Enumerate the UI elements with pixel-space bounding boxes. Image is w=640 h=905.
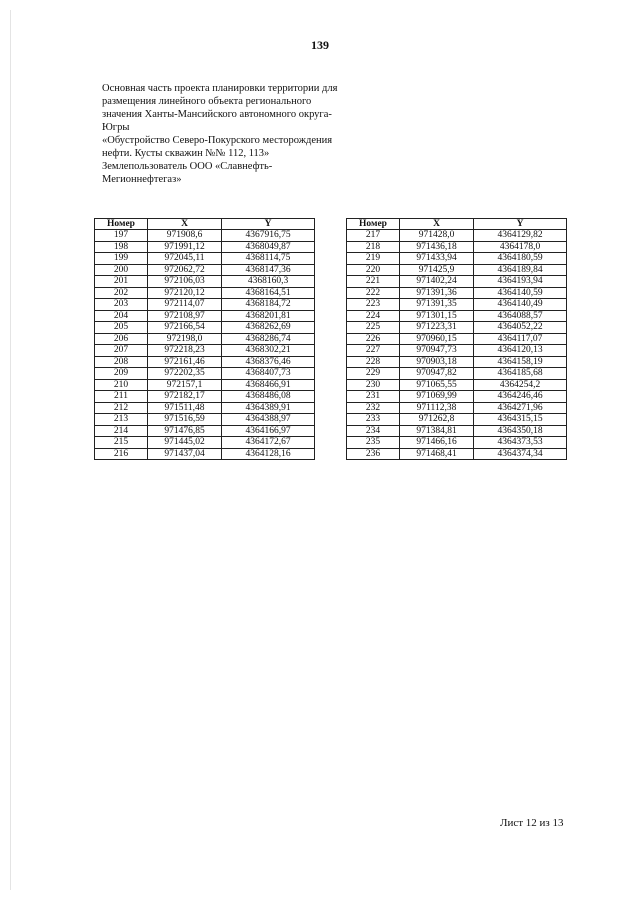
cell-y: 4364140,49	[474, 299, 567, 311]
cell-y: 4364052,22	[474, 322, 567, 334]
cell-x: 971069,99	[400, 391, 474, 403]
column-header-number: Номер	[347, 219, 400, 230]
cell-x: 970947,82	[400, 368, 474, 380]
cell-x: 971301,15	[400, 310, 474, 322]
cell-y: 4364373,53	[474, 437, 567, 449]
cell-number: 208	[95, 356, 148, 368]
cell-number: 230	[347, 379, 400, 391]
cell-number: 223	[347, 299, 400, 311]
cell-y: 4368114,75	[222, 253, 315, 265]
table-row	[347, 253, 567, 265]
cell-y: 4368407,73	[222, 368, 315, 380]
cell-y: 4364088,57	[474, 310, 567, 322]
table-row	[95, 322, 315, 334]
cell-y: 4364246,46	[474, 391, 567, 403]
cell-x: 971402,24	[400, 276, 474, 288]
cell-number: 224	[347, 310, 400, 322]
table-row	[347, 402, 567, 414]
cell-number: 207	[95, 345, 148, 357]
table-row	[95, 379, 315, 391]
cell-y: 4368302,21	[222, 345, 315, 357]
cell-y: 4364120,13	[474, 345, 567, 357]
cell-x: 971516,59	[148, 414, 222, 426]
cell-number: 209	[95, 368, 148, 380]
table-row	[347, 264, 567, 276]
heading-line: Основная часть проекта планировки территории для	[102, 83, 338, 94]
heading-line: «Обустройство Северо-Покурского месторождения	[102, 135, 333, 146]
table-row	[95, 448, 315, 460]
table-row	[347, 425, 567, 437]
cell-y: 4364117,07	[474, 333, 567, 345]
cell-x: 971437,04	[148, 448, 222, 460]
table-row	[347, 345, 567, 357]
cell-x: 971065,55	[400, 379, 474, 391]
cell-number: 197	[95, 230, 148, 242]
cell-x: 972202,35	[148, 368, 222, 380]
table-row	[347, 379, 567, 391]
column-header-y: Y	[474, 219, 567, 230]
cell-y: 4364158,19	[474, 356, 567, 368]
table-row	[95, 414, 315, 426]
cell-number: 202	[95, 287, 148, 299]
table-row	[95, 402, 315, 414]
cell-x: 970960,15	[400, 333, 474, 345]
cell-y: 4364128,16	[222, 448, 315, 460]
cell-x: 971468,41	[400, 448, 474, 460]
cell-y: 4364315,15	[474, 414, 567, 426]
table-row	[347, 333, 567, 345]
cell-number: 214	[95, 425, 148, 437]
cell-number: 211	[95, 391, 148, 403]
cell-x: 970947,73	[400, 345, 474, 357]
sheet-label: Лист 12 из 13	[500, 817, 564, 829]
cell-number: 219	[347, 253, 400, 265]
cell-x: 972114,07	[148, 299, 222, 311]
cell-y: 4368147,36	[222, 264, 315, 276]
document-heading	[102, 82, 362, 186]
table-row	[95, 345, 315, 357]
cell-number: 217	[347, 230, 400, 242]
column-header-x: X	[400, 219, 474, 230]
heading-line: нефти. Кусты скважин №№ 112, 113»	[102, 148, 270, 159]
cell-x: 972120,12	[148, 287, 222, 299]
table-row	[347, 448, 567, 460]
cell-y: 4364389,91	[222, 402, 315, 414]
cell-number: 220	[347, 264, 400, 276]
table-row	[95, 368, 315, 380]
cell-x: 972108,97	[148, 310, 222, 322]
cell-number: 236	[347, 448, 400, 460]
table-header-row	[347, 219, 567, 230]
table-row	[347, 241, 567, 253]
cell-x: 971384,81	[400, 425, 474, 437]
cell-x: 972198,0	[148, 333, 222, 345]
heading-line: значения Ханты-Мансийского автономного округа-	[102, 109, 332, 120]
table-header-row	[95, 219, 315, 230]
cell-y: 4368049,87	[222, 241, 315, 253]
cell-number: 200	[95, 264, 148, 276]
cell-number: 222	[347, 287, 400, 299]
table-row	[347, 310, 567, 322]
cell-number: 204	[95, 310, 148, 322]
cell-x: 971112,38	[400, 402, 474, 414]
table-row	[95, 276, 315, 288]
page-number: 139	[311, 38, 329, 52]
table-row	[347, 414, 567, 426]
table-row	[95, 299, 315, 311]
cell-number: 235	[347, 437, 400, 449]
cell-number: 206	[95, 333, 148, 345]
column-header-y: Y	[222, 219, 315, 230]
cell-x: 972218,23	[148, 345, 222, 357]
cell-y: 4368184,72	[222, 299, 315, 311]
cell-number: 221	[347, 276, 400, 288]
cell-x: 971223,31	[400, 322, 474, 334]
table-row	[95, 391, 315, 403]
table-row	[347, 276, 567, 288]
cell-number: 213	[95, 414, 148, 426]
table-row	[347, 230, 567, 242]
binding-margin-line	[10, 10, 11, 890]
cell-number: 227	[347, 345, 400, 357]
cell-y: 4368376,46	[222, 356, 315, 368]
heading-line: Мегионнефтегаз»	[102, 174, 182, 185]
cell-x: 971391,35	[400, 299, 474, 311]
cell-x: 971908,6	[148, 230, 222, 242]
cell-x: 971436,18	[400, 241, 474, 253]
table-row	[347, 356, 567, 368]
table-row	[95, 287, 315, 299]
cell-number: 210	[95, 379, 148, 391]
table-row	[95, 253, 315, 265]
cell-y: 4368160,3	[222, 276, 315, 288]
table-row	[347, 299, 567, 311]
cell-number: 199	[95, 253, 148, 265]
cell-number: 205	[95, 322, 148, 334]
cell-y: 4364271,96	[474, 402, 567, 414]
cell-y: 4364374,34	[474, 448, 567, 460]
cell-number: 233	[347, 414, 400, 426]
cell-y: 4368164,51	[222, 287, 315, 299]
cell-x: 971433,94	[400, 253, 474, 265]
cell-y: 4367916,75	[222, 230, 315, 242]
cell-x: 972106,03	[148, 276, 222, 288]
column-header-number: Номер	[95, 219, 148, 230]
table-row	[95, 425, 315, 437]
cell-number: 203	[95, 299, 148, 311]
cell-number: 198	[95, 241, 148, 253]
cell-x: 971511,48	[148, 402, 222, 414]
cell-x: 972045,11	[148, 253, 222, 265]
cell-y: 4364350,18	[474, 425, 567, 437]
table-row	[95, 333, 315, 345]
table-row	[95, 356, 315, 368]
cell-y: 4368486,08	[222, 391, 315, 403]
cell-x: 972161,46	[148, 356, 222, 368]
cell-x: 972062,72	[148, 264, 222, 276]
cell-x: 972166,54	[148, 322, 222, 334]
cell-x: 971445,02	[148, 437, 222, 449]
cell-y: 4368262,69	[222, 322, 315, 334]
cell-x: 971466,16	[400, 437, 474, 449]
cell-number: 212	[95, 402, 148, 414]
table-row	[95, 437, 315, 449]
cell-number: 234	[347, 425, 400, 437]
cell-y: 4364189,84	[474, 264, 567, 276]
table-row	[347, 287, 567, 299]
table-row	[95, 241, 315, 253]
heading-line: Югры	[102, 122, 130, 133]
cell-y: 4364166,97	[222, 425, 315, 437]
cell-y: 4368466,91	[222, 379, 315, 391]
cell-number: 216	[95, 448, 148, 460]
coordinates-table-right	[346, 218, 567, 460]
column-header-x: X	[148, 219, 222, 230]
cell-x: 971991,12	[148, 241, 222, 253]
cell-x: 971391,36	[400, 287, 474, 299]
heading-line: Землепользователь ООО «Славнефть-	[102, 161, 273, 172]
cell-x: 971425,9	[400, 264, 474, 276]
cell-number: 226	[347, 333, 400, 345]
cell-y: 4368201,81	[222, 310, 315, 322]
cell-x: 971476,85	[148, 425, 222, 437]
cell-number: 232	[347, 402, 400, 414]
coordinates-table-left	[94, 218, 315, 460]
cell-number: 215	[95, 437, 148, 449]
cell-y: 4364254,2	[474, 379, 567, 391]
cell-x: 970903,18	[400, 356, 474, 368]
cell-x: 972182,17	[148, 391, 222, 403]
cell-y: 4364129,82	[474, 230, 567, 242]
cell-x: 971262,8	[400, 414, 474, 426]
cell-y: 4368286,74	[222, 333, 315, 345]
cell-number: 201	[95, 276, 148, 288]
cell-y: 4364140,59	[474, 287, 567, 299]
cell-number: 218	[347, 241, 400, 253]
table-row	[347, 391, 567, 403]
cell-number: 228	[347, 356, 400, 368]
table-row	[95, 264, 315, 276]
cell-x: 971428,0	[400, 230, 474, 242]
table-row	[347, 322, 567, 334]
cell-y: 4364172,67	[222, 437, 315, 449]
cell-number: 229	[347, 368, 400, 380]
table-row	[95, 230, 315, 242]
cell-y: 4364185,68	[474, 368, 567, 380]
cell-number: 231	[347, 391, 400, 403]
cell-x: 972157,1	[148, 379, 222, 391]
cell-y: 4364180,59	[474, 253, 567, 265]
cell-y: 4364388,97	[222, 414, 315, 426]
table-row	[347, 368, 567, 380]
cell-y: 4364178,0	[474, 241, 567, 253]
cell-number: 225	[347, 322, 400, 334]
table-row	[95, 310, 315, 322]
table-row	[347, 437, 567, 449]
heading-line: размещения линейного объекта регионального	[102, 96, 312, 107]
cell-y: 4364193,94	[474, 276, 567, 288]
